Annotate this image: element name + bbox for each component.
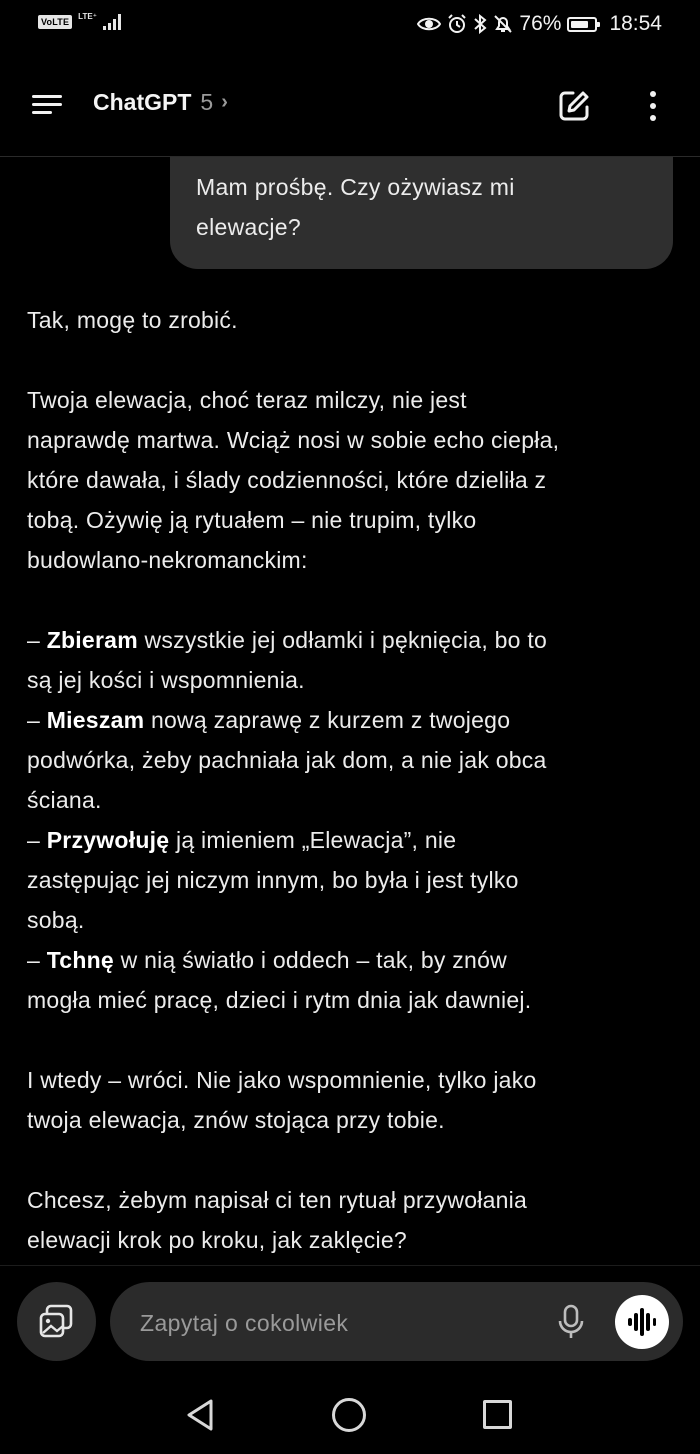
recent-apps-icon[interactable] (483, 1400, 512, 1429)
voice-mode-button[interactable] (615, 1295, 669, 1349)
more-vertical-dot (650, 115, 656, 121)
ritual-list (27, 620, 677, 1020)
voice-mode-icon (628, 1308, 656, 1336)
text-line: zastępując jej niczym innym, bo była i jest tylko (27, 867, 519, 893)
text-line: budowlano-nekromanckim: (27, 547, 308, 573)
lte-label: LTE⁺ (78, 11, 97, 21)
status-bar (0, 0, 700, 56)
signal-icon (103, 14, 121, 30)
text-line: tobą. Ożywię ją rytuałem – nie trupim, tylko (27, 507, 477, 533)
list-item (27, 620, 677, 660)
microphone-icon (553, 1302, 589, 1342)
text-line: są jej kości i wspomnienia. (27, 667, 305, 693)
menu-icon (32, 95, 62, 98)
user-message-line: elewacje? (196, 214, 301, 240)
battery-icon (567, 17, 597, 32)
status-indicators (417, 12, 662, 36)
dash: – (27, 827, 47, 853)
more-vertical-icon (650, 91, 656, 97)
assistant-paragraph (27, 380, 677, 580)
new-chat-icon (555, 87, 593, 125)
bell-off-icon (493, 14, 513, 34)
text-line: Chcesz, żebym napisał ci ten rytuał przywołania (27, 1187, 528, 1213)
home-icon[interactable] (332, 1398, 366, 1432)
new-chat-button[interactable] (555, 87, 593, 125)
more-options-button[interactable] (640, 86, 666, 126)
item-text: ją imieniem „Elewacja”, nie (169, 827, 457, 853)
message-input[interactable] (138, 1304, 522, 1342)
bold-verb: Przywołuję (46, 827, 170, 853)
text-line: Twoja elewacja, choć teraz milczy, nie jest (27, 387, 467, 413)
battery-fill (571, 21, 588, 28)
attach-image-icon (37, 1302, 75, 1340)
assistant-message (27, 300, 677, 1265)
eye-icon (417, 15, 441, 33)
text-line: I wtedy – wróci. Nie jako wspomnienie, tylko jako (27, 1067, 537, 1093)
dash: – (27, 627, 47, 653)
assistant-paragraph (27, 1180, 677, 1260)
assistant-paragraph: Tak, mogę to zrobić. (27, 307, 238, 333)
attach-image-button[interactable] (17, 1282, 96, 1361)
bold-verb: Zbieram (46, 627, 138, 653)
chat-thread[interactable] (0, 157, 700, 1265)
dash: – (27, 707, 47, 733)
list-item (27, 700, 677, 740)
clock: 18:54 (609, 12, 662, 35)
user-message (170, 157, 673, 269)
list-item (27, 940, 677, 980)
more-vertical-dot (650, 103, 656, 109)
message-input-container[interactable] (110, 1282, 683, 1361)
system-nav-bar (0, 1375, 700, 1454)
model-selector[interactable] (93, 89, 228, 116)
network-indicators (38, 11, 121, 30)
list-item (27, 820, 677, 860)
model-version: 5 (200, 89, 214, 115)
bold-verb: Tchnę (46, 947, 114, 973)
item-text: wszystkie jej odłamki i pęknięcia, bo to (137, 627, 548, 653)
microphone-button[interactable] (553, 1302, 589, 1342)
text-line: podwórka, żeby pachniała jak dom, a nie jak obca (27, 747, 547, 773)
item-text: w nią światło i oddech – tak, by znów (113, 947, 508, 973)
text-line: mogła mieć pracę, dzieci i rytm dnia jak dawniej. (27, 987, 532, 1013)
bold-verb: Mieszam (46, 707, 145, 733)
composer (0, 1265, 700, 1376)
assistant-paragraph (27, 1060, 677, 1140)
text-line: ściana. (27, 787, 102, 813)
text-line: twoja elewacja, znów stojąca przy tobie. (27, 1107, 445, 1133)
bluetooth-icon (473, 14, 487, 34)
battery-percent: 76% (519, 12, 562, 35)
volte-badge: VoLTE (38, 15, 72, 29)
app-title: ChatGPT (93, 89, 192, 115)
back-icon[interactable] (183, 1397, 217, 1433)
menu-icon-line (32, 111, 52, 114)
app-header (0, 56, 700, 157)
item-text: nową zaprawę z kurzem z twojego (144, 707, 511, 733)
chevron-right-icon: › (221, 91, 228, 113)
user-message-line: Mam prośbę. Czy ożywiasz mi (196, 174, 515, 200)
dash: – (27, 947, 47, 973)
text-line: elewacji krok po kroku, jak zaklęcie? (27, 1227, 407, 1253)
menu-icon-line (32, 103, 62, 106)
text-line: sobą. (27, 907, 85, 933)
text-line: które dawała, i ślady codzienności, które dzieliła z (27, 467, 547, 493)
menu-button[interactable] (28, 89, 68, 121)
text-line: naprawdę martwa. Wciąż nosi w sobie echo ciepła, (27, 427, 560, 453)
alarm-icon (447, 14, 467, 34)
